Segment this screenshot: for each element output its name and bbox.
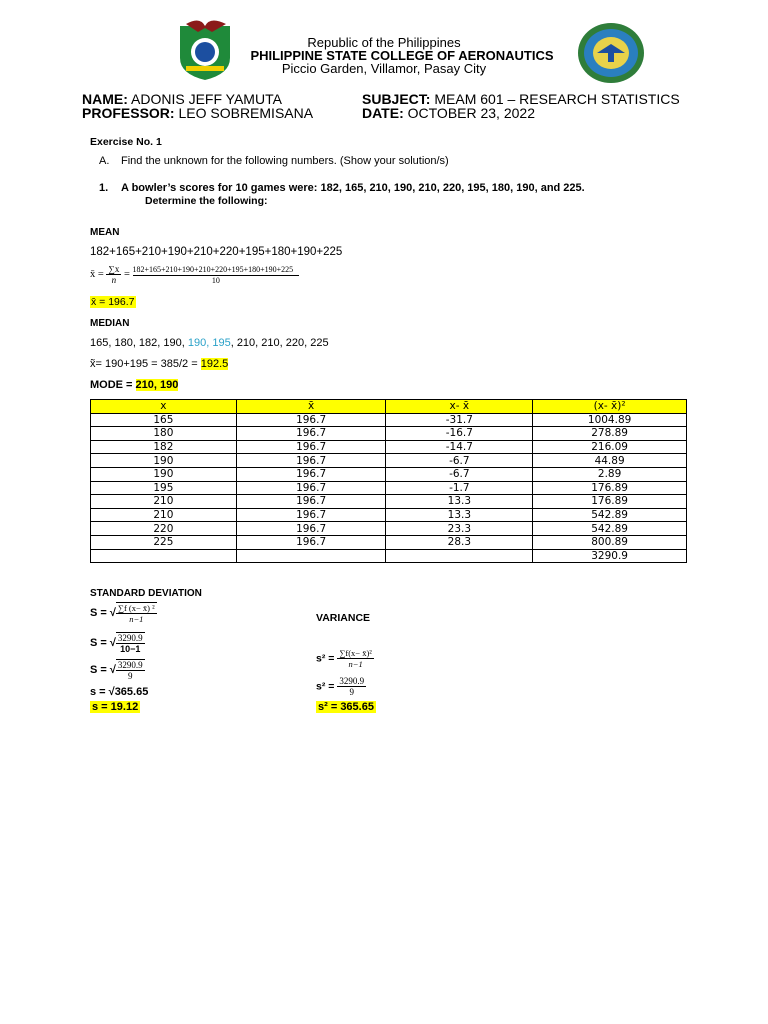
- median-sorted-values: [90, 337, 329, 349]
- std-substitution-denominator: 10−1: [120, 644, 141, 654]
- cell-mean: 196.7: [236, 481, 386, 495]
- mean-result: x̄ = 196.7: [91, 296, 135, 308]
- cell-mean: 196.7: [236, 440, 386, 454]
- cell-deviation: 13.3: [386, 495, 533, 509]
- variance-substitution-lhs: s² =: [316, 680, 335, 693]
- mode-line: [90, 379, 178, 391]
- cell-mean: 196.7: [236, 427, 386, 441]
- name-label: NAME:: [82, 91, 128, 107]
- cell-deviation: [386, 549, 533, 563]
- median-heading: MEDIAN: [90, 318, 130, 329]
- std-formula-line: [90, 602, 157, 624]
- mean-heading: MEAN: [90, 227, 120, 238]
- cell-mean: [236, 549, 386, 563]
- college-name: PHILIPPINE STATE COLLEGE OF AERONAUTICS: [250, 48, 554, 63]
- table-row: [91, 413, 687, 427]
- cell-squared-deviation: 176.89: [533, 481, 687, 495]
- cell-squared-deviation: 2.89: [533, 467, 687, 481]
- question-1-text: A bowler’s scores for 10 games were: 182, 165, 210, 190, 210, 220, 195, 180, 190, and 225.: [121, 182, 585, 194]
- table-row: [91, 440, 687, 454]
- cell-value-x: 225: [91, 535, 237, 549]
- cell-mean: 196.7: [236, 495, 386, 509]
- date-field: [362, 105, 535, 121]
- cell-value-x: 195: [91, 481, 237, 495]
- std-formula-lhs: S = √: [90, 607, 116, 619]
- variance-formula-line: [316, 648, 374, 669]
- cell-deviation: 13.3: [386, 508, 533, 522]
- cell-deviation: -31.7: [386, 413, 533, 427]
- cell-value-x: [91, 549, 237, 563]
- republic-line: Republic of the Philippines: [307, 35, 461, 50]
- professor-value: LEO SOBREMISANA: [178, 105, 314, 121]
- mean-fraction-numerator: 182+165+210+190+210+220+195+180+190+225: [133, 265, 300, 276]
- median-middle-values: 190, 195: [187, 337, 231, 349]
- cell-value-x: 180: [91, 427, 237, 441]
- cell-deviation: 23.3: [386, 522, 533, 536]
- cell-value-x: 210: [91, 508, 237, 522]
- question-1-subtext: Determine the following:: [145, 195, 268, 207]
- mean-formula-lhs: x̄ =: [90, 269, 104, 280]
- cell-mean: 196.7: [236, 522, 386, 536]
- mean-fraction-denominator: 10: [211, 275, 220, 285]
- instruction-a-text: Find the unknown for the following numbers. (Show your solution/s): [121, 155, 449, 167]
- variance-formula-denominator: n−1: [348, 659, 363, 669]
- table-header-row: [91, 400, 687, 414]
- name-value: ADONIS JEFF YAMUTA: [131, 91, 282, 107]
- table-row: [91, 467, 687, 481]
- cell-squared-deviation: 542.89: [533, 522, 687, 536]
- cell-squared-deviation: 542.89: [533, 508, 687, 522]
- cell-squared-deviation: 44.89: [533, 454, 687, 468]
- table-row: [91, 508, 687, 522]
- column-header-x: x: [91, 400, 237, 414]
- subject-value: MEAM 601 – RESEARCH STATISTICS: [434, 91, 680, 107]
- mean-formula-numerator: ∑x: [108, 264, 120, 274]
- std-substitution-line: [90, 632, 145, 654]
- column-header-squared-deviation: (x- x̄)²: [533, 400, 687, 414]
- std-result: s = 19.12: [92, 701, 139, 713]
- std-sqrt-line: s = √365.65: [90, 686, 149, 698]
- exercise-title: Exercise No. 1: [90, 136, 162, 148]
- cell-value-x: 190: [91, 454, 237, 468]
- cell-mean: 196.7: [236, 467, 386, 481]
- std-formula-numerator: ∑f (x− x̄) ²: [117, 603, 155, 613]
- mean-formula-denominator: n: [111, 275, 117, 285]
- mean-formula-equals: =: [123, 269, 130, 280]
- cell-value-x: 210: [91, 495, 237, 509]
- variance-heading: VARIANCE: [316, 612, 371, 624]
- variance-substitution-denominator: 9: [349, 687, 354, 697]
- table-row: [91, 454, 687, 468]
- cell-mean: 196.7: [236, 508, 386, 522]
- cell-value-x: 182: [91, 440, 237, 454]
- cell-squared-deviation: 800.89: [533, 535, 687, 549]
- variance-result: s² = 365.65: [318, 701, 374, 713]
- cell-deviation: -14.7: [386, 440, 533, 454]
- table-row: [91, 427, 687, 441]
- variance-formula-numerator: ∑f(x− x̄)²: [339, 648, 372, 658]
- std-formula-denominator: n−1: [129, 614, 144, 624]
- question-1-marker: 1.: [99, 182, 109, 194]
- cell-mean: 196.7: [236, 413, 386, 427]
- date-label: DATE:: [362, 105, 404, 121]
- std-substitution-numerator: 3290.9: [117, 633, 143, 643]
- table-body: [91, 413, 687, 563]
- cell-value-x: 220: [91, 522, 237, 536]
- variance-substitution-numerator: 3290.9: [339, 676, 365, 686]
- cell-squared-deviation: 176.89: [533, 495, 687, 509]
- cell-squared-deviation: 278.89: [533, 427, 687, 441]
- std-heading: STANDARD DEVIATION: [90, 588, 202, 599]
- cell-deviation: -6.7: [386, 454, 533, 468]
- median-calc-text: x̃= 190+195 = 385/2 =: [90, 358, 201, 370]
- table-row: [91, 535, 687, 549]
- std-simplified-line: [90, 659, 145, 681]
- variance-formula-lhs: s² =: [316, 652, 335, 665]
- table-row: [91, 495, 687, 509]
- mode-label: MODE =: [90, 379, 136, 391]
- std-simplified-numerator: 3290.9: [117, 660, 143, 670]
- date-value: OCTOBER 23, 2022: [407, 105, 535, 121]
- median-sorted-left: 165, 180, 182, 190,: [90, 337, 188, 349]
- cell-value-x: 190: [91, 467, 237, 481]
- median-sorted-right: , 210, 210, 220, 225: [230, 337, 329, 349]
- column-header-mean: x̄: [236, 400, 386, 414]
- variance-substitution-line: [316, 676, 366, 697]
- subject-label: SUBJECT:: [362, 91, 431, 107]
- mode-value: 210, 190: [135, 379, 179, 391]
- cell-squared-deviation: 3290.9: [533, 549, 687, 563]
- cell-deviation: -1.7: [386, 481, 533, 495]
- professor-field: [82, 105, 313, 121]
- professor-label: PROFESSOR:: [82, 105, 175, 121]
- std-simplified-denominator: 9: [128, 671, 133, 681]
- std-substitution-lhs: S = √: [90, 637, 116, 649]
- median-result: 192.5: [200, 358, 229, 370]
- deviation-table: [90, 399, 687, 563]
- table-row: [91, 481, 687, 495]
- median-calculation: [90, 358, 228, 370]
- table-total-row: [91, 549, 687, 563]
- std-simplified-lhs: S = √: [90, 664, 116, 676]
- college-address: Piccio Garden, Villamor, Pasay City: [281, 61, 487, 76]
- cell-deviation: -16.7: [386, 427, 533, 441]
- cell-deviation: -6.7: [386, 467, 533, 481]
- cell-deviation: 28.3: [386, 535, 533, 549]
- cell-squared-deviation: 216.09: [533, 440, 687, 454]
- cell-squared-deviation: 1004.89: [533, 413, 687, 427]
- cell-mean: 196.7: [236, 454, 386, 468]
- cell-value-x: 165: [91, 413, 237, 427]
- cell-mean: 196.7: [236, 535, 386, 549]
- instruction-a-marker: A.: [99, 155, 110, 167]
- table-row: [91, 522, 687, 536]
- mean-formula: [90, 264, 299, 290]
- column-header-deviation: x- x̄: [386, 400, 533, 414]
- mean-sum-line: 182+165+210+190+210+220+195+180+190+225: [90, 246, 343, 258]
